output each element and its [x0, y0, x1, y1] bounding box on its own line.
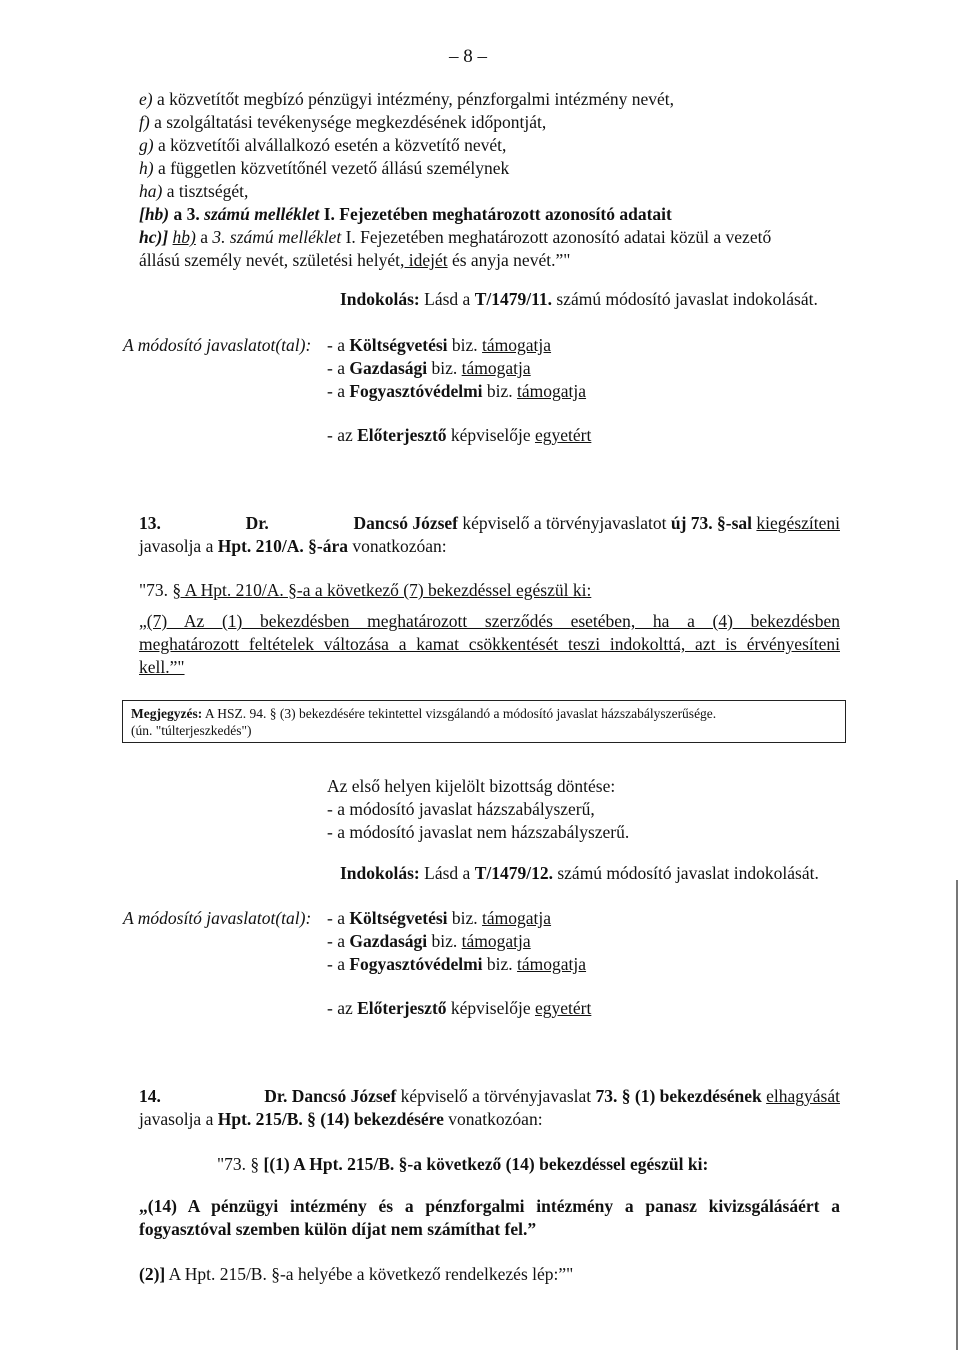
justification-label: Indokolás: — [340, 863, 420, 883]
item-number: 14. — [139, 1086, 161, 1106]
item-text: vonatkozóan: — [443, 1109, 543, 1129]
page-number: – 8 – — [449, 46, 487, 67]
item-text: a közvetítői alvállalkozó esetén a közvetítő nevét, — [153, 135, 507, 155]
justification-text: Lásd a — [419, 289, 475, 309]
item-text: a tisztségét, — [162, 181, 249, 201]
committee-suffix: biz. — [482, 954, 518, 974]
item-text: javasolja a — [139, 536, 218, 556]
proposer-label: A módosító javaslatot(tal): — [123, 908, 312, 928]
item-new-section: új 73. — [670, 513, 713, 533]
item-ref: Hpt. 210/A. — [217, 536, 304, 556]
quote-text-underlined: § A Hpt. 210/A. §-a a következő (7) bekezdéssel egészül ki: — [172, 580, 592, 600]
item-text-italic: 3. számú melléklet — [212, 227, 342, 247]
committee-line — [327, 954, 586, 974]
note-line — [131, 706, 716, 722]
presenter-text: képviselője — [446, 425, 535, 445]
committee-line — [327, 931, 531, 951]
justification-ref: T/1479/11. — [474, 289, 552, 309]
page-edge-divider — [956, 880, 958, 1350]
item-text: a — [195, 227, 213, 247]
item-ref: Hpt. 215/B. § (14) bekezdésére — [217, 1109, 444, 1129]
list-item-ha — [139, 181, 248, 201]
list-item-f — [139, 112, 546, 132]
justification-label: Indokolás: — [340, 289, 420, 309]
committee-prefix: - a — [327, 381, 350, 401]
committee-verdict: támogatja — [461, 931, 531, 951]
presenter-name: Előterjesztő — [357, 425, 447, 445]
quote-text: "73. — [139, 580, 173, 600]
item-13-para-line: meghatározott feltételek változása a kamat csökkentését teszi indokolttá, azt is érvényesíteni — [139, 634, 840, 654]
committee-prefix: - a — [327, 335, 350, 355]
item-label: (2)] — [139, 1264, 166, 1284]
committee-name: Gazdasági — [349, 931, 428, 951]
item-14-quote-intro — [217, 1154, 708, 1174]
committee-line — [327, 908, 551, 928]
item-text: a független közvetítőnél vezető állású személynek — [153, 158, 510, 178]
item-label: ha) — [139, 181, 163, 201]
item-text: képviselő a törvényjavaslatot — [458, 513, 671, 533]
committee-prefix: - a — [327, 954, 350, 974]
justification — [340, 289, 818, 309]
item-text-italic: számú melléklet — [204, 204, 320, 224]
item-ref: §-ára — [303, 536, 349, 556]
item-13-line2 — [139, 536, 447, 556]
item-label: g) — [139, 135, 154, 155]
list-item-h — [139, 158, 509, 178]
item-text: a szolgáltatási tevékenysége megkezdésének időpontját, — [149, 112, 547, 132]
committee-suffix: biz. — [482, 381, 518, 401]
list-item-e — [139, 89, 674, 109]
item-text: A Hpt. 215/B. §-a helyébe a következő rendelkezés lép:”" — [165, 1264, 574, 1284]
item-label: h) — [139, 158, 154, 178]
item-13-quote-intro — [139, 580, 591, 600]
note-box — [122, 700, 846, 743]
item-text: vonatkozóan: — [348, 536, 447, 556]
justification — [340, 863, 819, 883]
committee-name: Költségvetési — [349, 335, 448, 355]
presenter-line — [327, 998, 591, 1018]
item-14-para-line: fogyasztóval szemben külön díjat nem számíthat fel.” — [139, 1219, 537, 1239]
committee-line — [327, 358, 531, 378]
item-label: e) — [139, 89, 153, 109]
committee-suffix: biz. — [447, 335, 483, 355]
item-13-para-line: „(7) Az (1) bekezdésben meghatározott szerződés esetében, ha a (4) bekezdésben — [139, 611, 840, 631]
committee-verdict: támogatja — [482, 908, 552, 928]
decision-option: - a módosító javaslat nem házszabályszerű. — [327, 822, 630, 842]
committee-verdict: támogatja — [461, 358, 531, 378]
note-label: Megjegyzés: — [131, 706, 203, 721]
presenter-name: Előterjesztő — [357, 998, 447, 1018]
item-text: I. Fejezetében meghatározott azonosító adatai közül a vezető — [341, 227, 772, 247]
justification-text: számú módosító javaslat indokolását. — [552, 289, 818, 309]
item-text: a közvetítőt megbízó pénzügyi intézmény, pénzforgalmi intézmény nevét, — [152, 89, 675, 109]
item-number: 13. — [139, 513, 161, 533]
committee-name: Gazdasági — [349, 358, 428, 378]
committee-line — [327, 335, 551, 355]
committee-prefix: - a — [327, 931, 350, 951]
list-item-g — [139, 135, 506, 155]
item-text: a 3. — [169, 204, 205, 224]
decision-option: - a módosító javaslat házszabályszerű, — [327, 799, 595, 819]
item-label: f) — [139, 112, 150, 132]
item-ref: 73. § (1) bekezdésének — [595, 1086, 762, 1106]
item-name: Dr. Dancsó József — [264, 1086, 397, 1106]
committee-name: Fogyasztóvédelmi — [349, 381, 483, 401]
committee-verdict: támogatja — [482, 335, 552, 355]
justification-ref: T/1479/12. — [474, 863, 553, 883]
committee-prefix: - a — [327, 358, 350, 378]
item-13-para-line: kell.”" — [139, 657, 185, 677]
item-verb: elhagyását — [766, 1086, 840, 1106]
presenter-line — [327, 425, 591, 445]
item-label: [hb) — [139, 204, 170, 224]
item-14-heading — [139, 1086, 840, 1106]
presenter-text: képviselője — [446, 998, 535, 1018]
item-14-para-line: „(14) A pénzügyi intézmény és a pénzforgalmi intézmény a panasz kivizsgálásáért a — [139, 1196, 840, 1216]
presenter-verdict: egyetért — [534, 425, 592, 445]
committee-name: Fogyasztóvédelmi — [349, 954, 483, 974]
quote-text-bold: [(1) A Hpt. 215/B. §-a következő (14) bekezdéssel egészül ki: — [263, 1154, 709, 1174]
presenter-prefix: - az — [327, 998, 358, 1018]
item-text: I. Fejezetében meghatározott azonosító adatait — [319, 204, 672, 224]
item-13-heading — [139, 513, 840, 533]
list-item-hc — [139, 227, 771, 247]
committee-name: Költségvetési — [349, 908, 448, 928]
committee-suffix: biz. — [427, 358, 462, 378]
committee-suffix: biz. — [427, 931, 462, 951]
justification-text: számú módosító javaslat indokolását. — [552, 863, 819, 883]
list-item-hb-deleted — [139, 204, 672, 224]
committee-prefix: - a — [327, 908, 350, 928]
item-name: Dancsó József — [353, 513, 458, 533]
committee-suffix: biz. — [447, 908, 483, 928]
item-label: hc)] — [139, 227, 169, 247]
item-text-underlined: , idejét — [399, 250, 448, 270]
committee-line — [327, 381, 586, 401]
justification-text: Lásd a — [419, 863, 475, 883]
item-text: javasolja a — [139, 1109, 218, 1129]
item-dr: Dr. — [245, 513, 269, 533]
presenter-prefix: - az — [327, 425, 358, 445]
quote-text: "73. § — [217, 1154, 264, 1174]
proposer-label: A módosító javaslatot(tal): — [123, 335, 312, 355]
decision-title: Az első helyen kijelölt bizottság döntése: — [327, 776, 616, 796]
item-text: állású személy nevét, születési helyét — [139, 250, 400, 270]
list-item-hc-cont — [139, 250, 570, 270]
item-text: és anyja nevét.”" — [447, 250, 571, 270]
item-14-last-line — [139, 1264, 573, 1284]
item-label-new: hb) — [172, 227, 196, 247]
note-text: A HSZ. 94. § (3) bekezdésére tekintettel vizsgálandó a módosító javaslat házszabályszerűsége. — [202, 706, 717, 721]
item-text: képviselő a törvényjavaslat — [396, 1086, 596, 1106]
item-14-line2 — [139, 1109, 543, 1129]
committee-verdict: támogatja — [517, 954, 587, 974]
item-verb: kiegészíteni — [756, 513, 840, 533]
note-line-2: (ún. "túlterjeszkedés") — [131, 723, 252, 738]
presenter-verdict: egyetért — [534, 998, 592, 1018]
committee-verdict: támogatja — [517, 381, 587, 401]
item-text: §-sal — [712, 513, 757, 533]
